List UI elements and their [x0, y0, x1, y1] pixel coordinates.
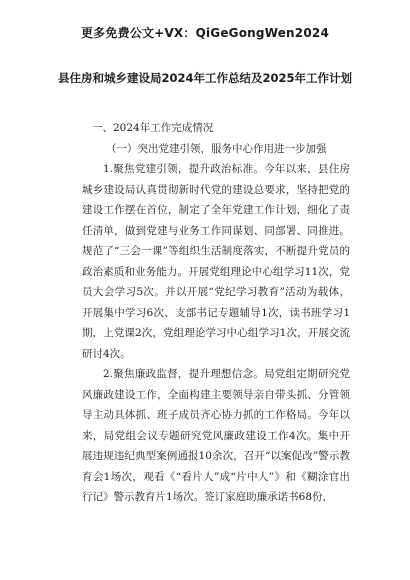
document-title: 县住房和城乡建设局2024年工作总结及2025年工作计划: [57, 71, 352, 85]
section-heading-2: （一）突出党建引领，服务中心作用进一步加强: [106, 142, 327, 155]
section-heading-1: 一、2024年工作完成情况: [92, 122, 214, 134]
promo-banner: 更多免费公文+VX：QiGeGongWen2024: [80, 26, 329, 40]
document-body: [82, 118, 350, 508]
paragraph-party-building: 1.聚焦党建引领，提升政治标准。今年以来，县住房城乡建设局认真贯彻新时代党的建设总要求，坚持把党的建设工作摆在首位，制定了全年党建工作计划，细化了责任清单，做到党建与业务工作同谋划、同部署、同推进。规范了“三会一课”等组织生活制度落实，不断提升党员的政治素质和业务能力。开展党组理论中心组学习11次，党员大会学习5次。并以开展“党纪学习教育”活动为载体，开展集中学习6次、支部书记专题辅导1次，读书班学习1期，上党课2次，党组理论学习中心组学习1次，开展交流研讨4次。: [82, 163, 350, 360]
paragraph-integrity-supervision: 2.聚焦廉政监督，提升理想信念。局党组定期研究党风廉政建设工作，全面构建主要领导亲自带头抓、分管领导主动具体抓、班子成员齐心协力抓的工作格局。今年以来，局党组会议专题研究党风廉政建设工作4次。集中开展违规违纪典型案例通报10余次，召开“以案促改”警示教育会1场次，观看《“看片人”成“片中人”》和《糊涂官出行记》警示教育片1场次。签订家庭助廉承诺书68份，: [82, 368, 350, 503]
